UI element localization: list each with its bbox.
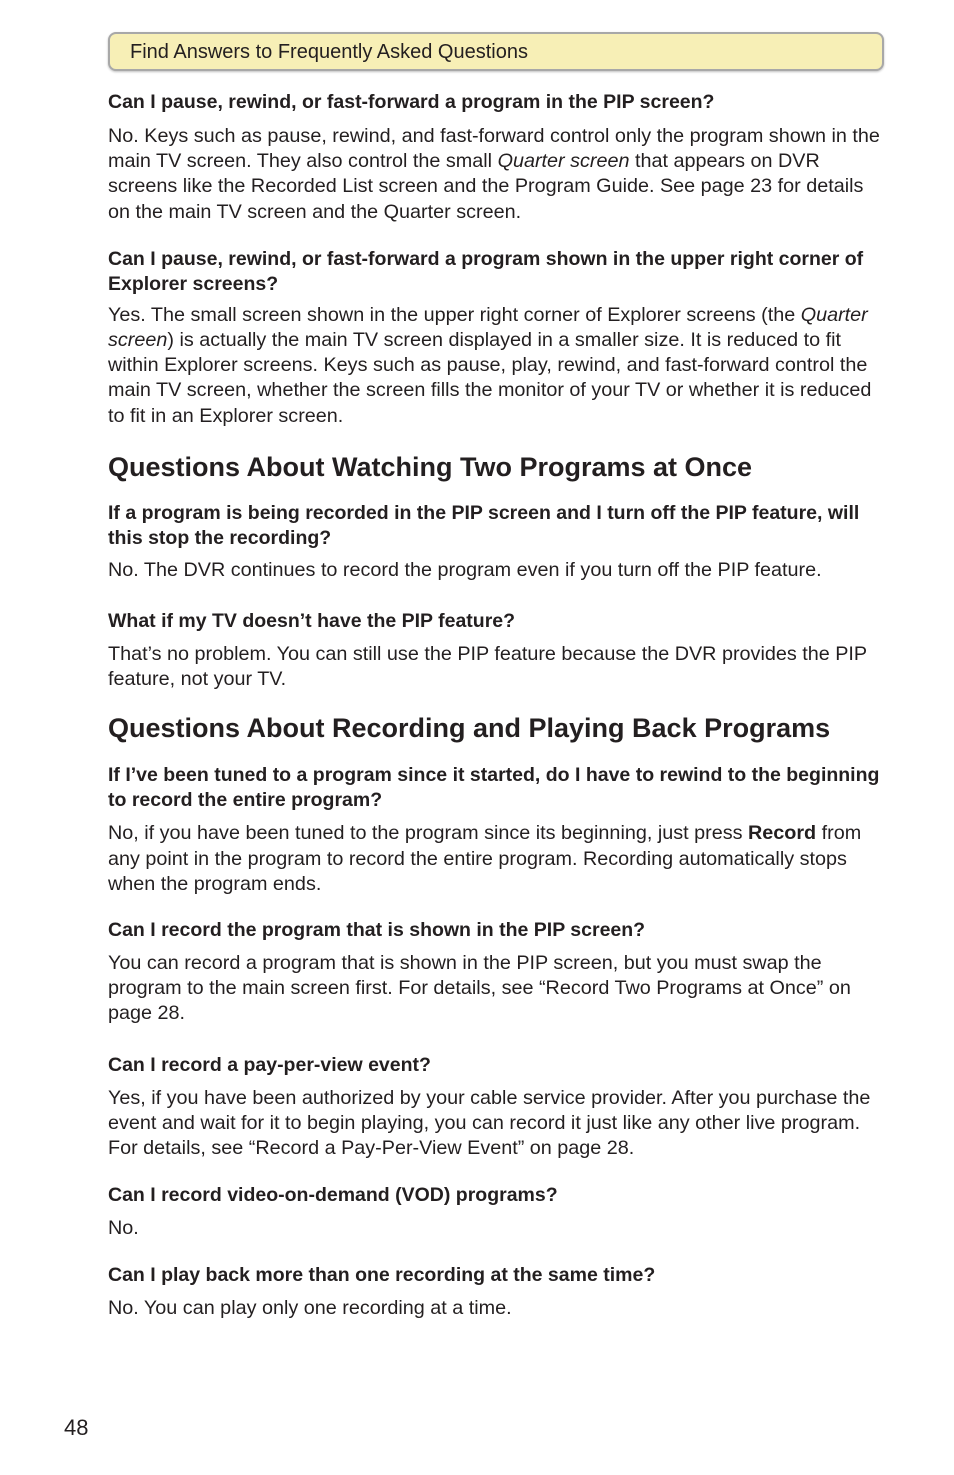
faq-answer [108, 303, 890, 429]
faq-answer: Yes, if you have been authorized by your cable service provider. After you purchase the event and wait for it to begin playing, you can record it just like any other live program. For details, see “Record a Pay-Per-View Event” on page 28. [108, 1086, 871, 1160]
answer-text: No. Keys such as pause, rewind, and fast-forward control only the program shown in the main TV screen. They also control the small [108, 125, 880, 173]
faq-question: Can I record the program that is shown in the PIP screen? [108, 919, 646, 942]
faq-answer: That’s no problem. You can still use the PIP feature because the DVR provides the PIP feature, not your TV. [108, 643, 867, 691]
answer-text: ) is actually the main TV screen displayed in a smaller size. It is reduced to fit within Explorer screens. Keys such as pause, play, rewind, and fast-forward control the main TV screen, whether the screen fills the monitor of your TV or whether it is reduced to fit in an Explorer screen. [108, 329, 872, 427]
faq-question: Can I pause, rewind, or fast-forward a program shown in the upper right corner of Explorer screens? [108, 247, 864, 295]
section-heading: Questions About Recording and Playing Back Programs [108, 713, 831, 744]
answer-text: that appears on DVR screens like the Recorded List screen and the Program Guide. See page 23 for details on the main TV screen and the Quarter screen. [108, 150, 864, 223]
faq-question: If I’ve been tuned to a program since it started, do I have to rewind to the beginning to record the entire program? [108, 764, 880, 812]
faq-content [108, 90, 890, 1322]
answer-emphasis: Quarter screen [497, 150, 630, 173]
answer-text: Yes. The small screen shown in the upper right corner of Explorer screens (the [108, 303, 801, 326]
faq-question: What if my TV doesn’t have the PIP feature? [108, 610, 516, 633]
faq-question: Can I play back more than one recording at the same time? [108, 1264, 656, 1287]
faq-answer [108, 821, 890, 897]
faq-answer: No. [108, 1217, 139, 1240]
answer-emphasis: Quarter screen [108, 303, 868, 352]
faq-question: If a program is being recorded in the PIP screen and I turn off the PIP feature, will this stop the recording? [108, 501, 860, 549]
section-banner: Find Answers to Frequently Asked Questions [108, 32, 884, 71]
answer-text: No, if you have been tuned to the program since its beginning, just press [108, 822, 748, 845]
faq-answer: No. You can play only one recording at a time. [108, 1297, 512, 1320]
record-key-label: Record [747, 822, 817, 845]
section-heading: Questions About Watching Two Programs at Once [108, 451, 753, 482]
faq-answer: No. The DVR continues to record the program even if you turn off the PIP feature. [108, 558, 822, 581]
page-number: 48 [64, 1415, 89, 1440]
faq-answer: You can record a program that is shown in the PIP screen, but you must swap the program to the main screen first. For details, see “Record Two Programs at Once” on page 28. [108, 952, 851, 1025]
answer-text: from any point in the program to record the entire program. Recording automatically stops when the program ends. [108, 822, 862, 895]
faq-question: Can I record a pay-per-view event? [108, 1053, 431, 1076]
faq-question: Can I pause, rewind, or fast-forward a program in the PIP screen? [108, 91, 715, 113]
faq-question: Can I record video-on-demand (VOD) programs? [108, 1184, 558, 1207]
faq-answer [108, 124, 890, 225]
